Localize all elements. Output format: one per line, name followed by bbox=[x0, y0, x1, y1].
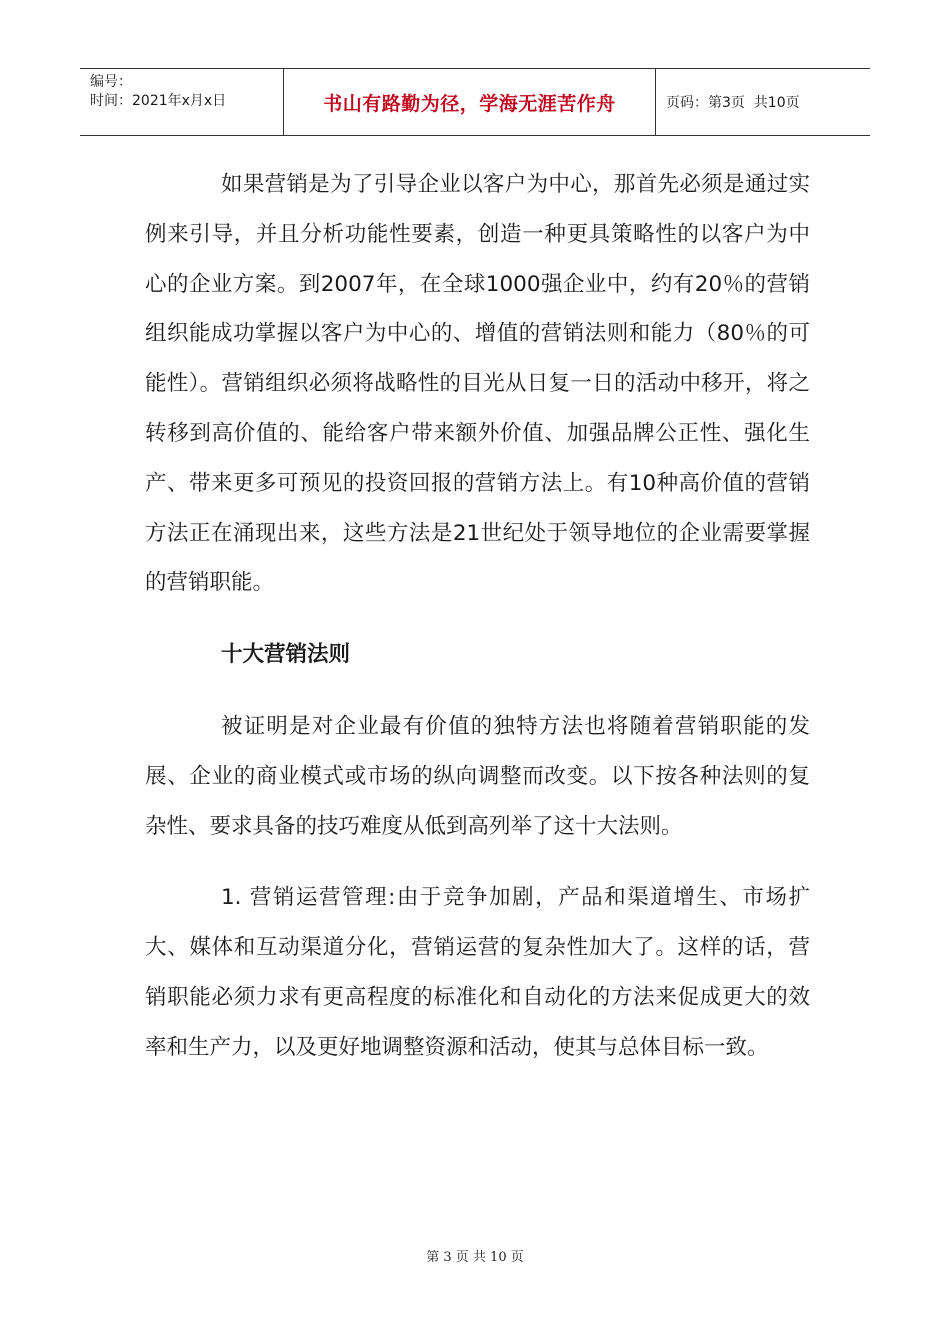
document-body bbox=[145, 160, 810, 1073]
section-heading: 十大营销法则 bbox=[221, 642, 351, 668]
header-motto: 书山有路勤为径，学海无涯苦作舟 bbox=[284, 69, 656, 135]
page-header bbox=[80, 68, 870, 136]
paragraph-principles: 被证明是对企业最有价值的独特方法也将随着营销职能的发展、企业的商业模式或市场的纵向调整而改变。以下按各种法则的复杂性、要求具备的技巧难度从低到高列举了这十大法则。 bbox=[145, 713, 810, 839]
header-page-info bbox=[656, 69, 870, 135]
page-footer: 第 3 页 共 10 页 bbox=[426, 1250, 524, 1265]
page-info-text: 页码：第3页 共10页 bbox=[666, 95, 800, 111]
number-label: 编号： bbox=[90, 74, 132, 90]
paragraph-rule-1: 1. 营销运营管理:由于竞争加剧，产品和渠道增生、市场扩大、媒体和互动渠道分化，营销运营的复杂性加大了。这样的话，营销职能必须力求有更高程度的标准化和自动化的方法来促成更大的效率和生产力，以及更好地调整资源和活动，使其与总体目标一致。 bbox=[145, 885, 810, 1060]
paragraph-intro: 如果营销是为了引导企业以客户为中心，那首先必须是通过实例来引导，并且分析功能性要素，创造一种更具策略性的以客户为中心的企业方案。到2007年，在全球1000强企业中，约有20％的营销组织能成功掌握以客户为中心的、增值的营销法则和能力（80％的可能性）。营销组织必须将战略性的目光从日复一日的活动中移开，将之转移到高价值的、能给客户带来额外价值、加强品牌公正性、强化生产、带来更多可预见的投资回报的营销方法上。有10种高价值的营销方法正在涌现出来，这些方法是21世纪处于领导地位的企业需要掌握的营销职能。 bbox=[145, 172, 810, 596]
time-label: 时间：2021年x月x日 bbox=[90, 93, 227, 109]
header-meta bbox=[80, 69, 284, 135]
